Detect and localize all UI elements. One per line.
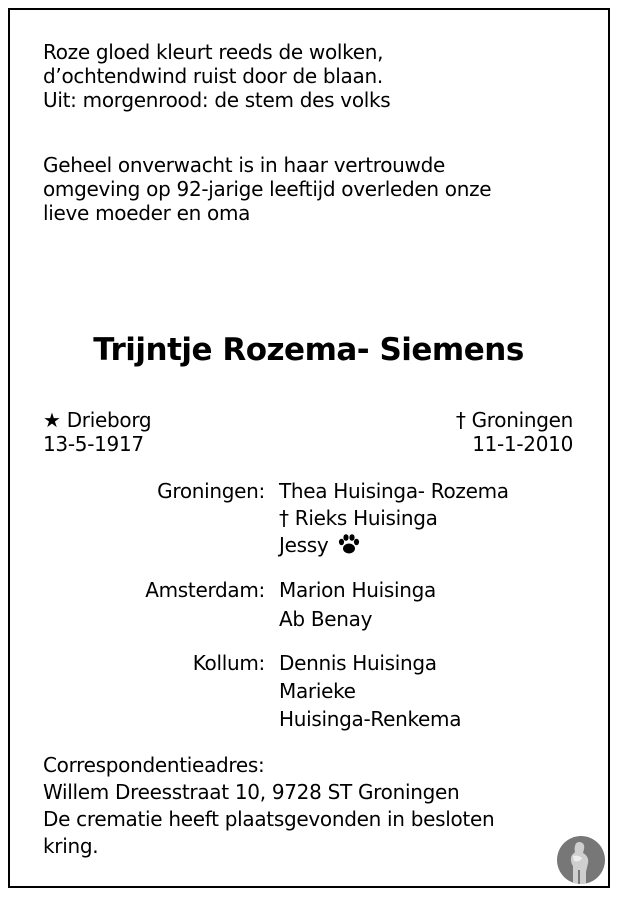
poem-line: Uit: morgenrood: de stem des volks xyxy=(43,88,391,112)
birth-date: 13-5-1917 xyxy=(43,432,144,456)
closing-text xyxy=(43,752,494,860)
intro-line: omgeving op 92-jarige leeftijd overleden onze xyxy=(43,177,492,201)
poem-line: Roze gloed kleurt reeds de wolken, xyxy=(43,40,384,64)
family-member: Dennis Huisinga xyxy=(279,651,437,675)
cross-icon: † xyxy=(455,408,466,432)
birth-place: Drieborg xyxy=(66,408,152,432)
family-member: Marieke xyxy=(279,679,356,703)
family-place: Amsterdam: xyxy=(145,578,265,602)
star-icon: ★ xyxy=(43,408,61,432)
family-member: † Rieks Huisinga xyxy=(279,506,438,530)
family-group-kollum xyxy=(0,650,617,734)
correspondence-label: Correspondentieadres: xyxy=(43,753,265,777)
family-member: Ab Benay xyxy=(279,607,373,631)
family-group-groningen xyxy=(0,478,617,560)
intro-text xyxy=(43,153,491,225)
poem-line: d’ochtendwind ruist door de blaan. xyxy=(43,64,383,88)
family-group-amsterdam xyxy=(0,577,617,633)
death-info xyxy=(456,408,573,456)
intro-line: lieve moeder en oma xyxy=(43,201,251,225)
death-date: 11-1-2010 xyxy=(472,432,573,456)
correspondence-address: Willem Dreesstraat 10, 9728 ST Groningen xyxy=(43,780,460,804)
poem xyxy=(43,40,390,112)
intro-line: Geheel onverwacht is in haar vertrouwde xyxy=(43,153,446,177)
paw-icon xyxy=(338,534,360,554)
family-place: Kollum: xyxy=(192,651,265,675)
birth-info xyxy=(43,408,151,456)
family-member: Jessy xyxy=(279,533,329,557)
family-member: Huisinga-Renkema xyxy=(279,707,462,731)
cremation-note-end: kring. xyxy=(43,834,99,858)
deceased-name: Trijntje Rozema- Siemens xyxy=(93,332,524,368)
memorial-logo xyxy=(557,836,605,884)
family-member: Marion Huisinga xyxy=(279,578,436,602)
family-member: Thea Huisinga- Rozema xyxy=(279,479,509,503)
cremation-note: De crematie heeft plaatsgevonden in besloten xyxy=(43,807,495,831)
family-place: Groningen: xyxy=(157,479,265,503)
death-place: Groningen xyxy=(471,408,573,432)
